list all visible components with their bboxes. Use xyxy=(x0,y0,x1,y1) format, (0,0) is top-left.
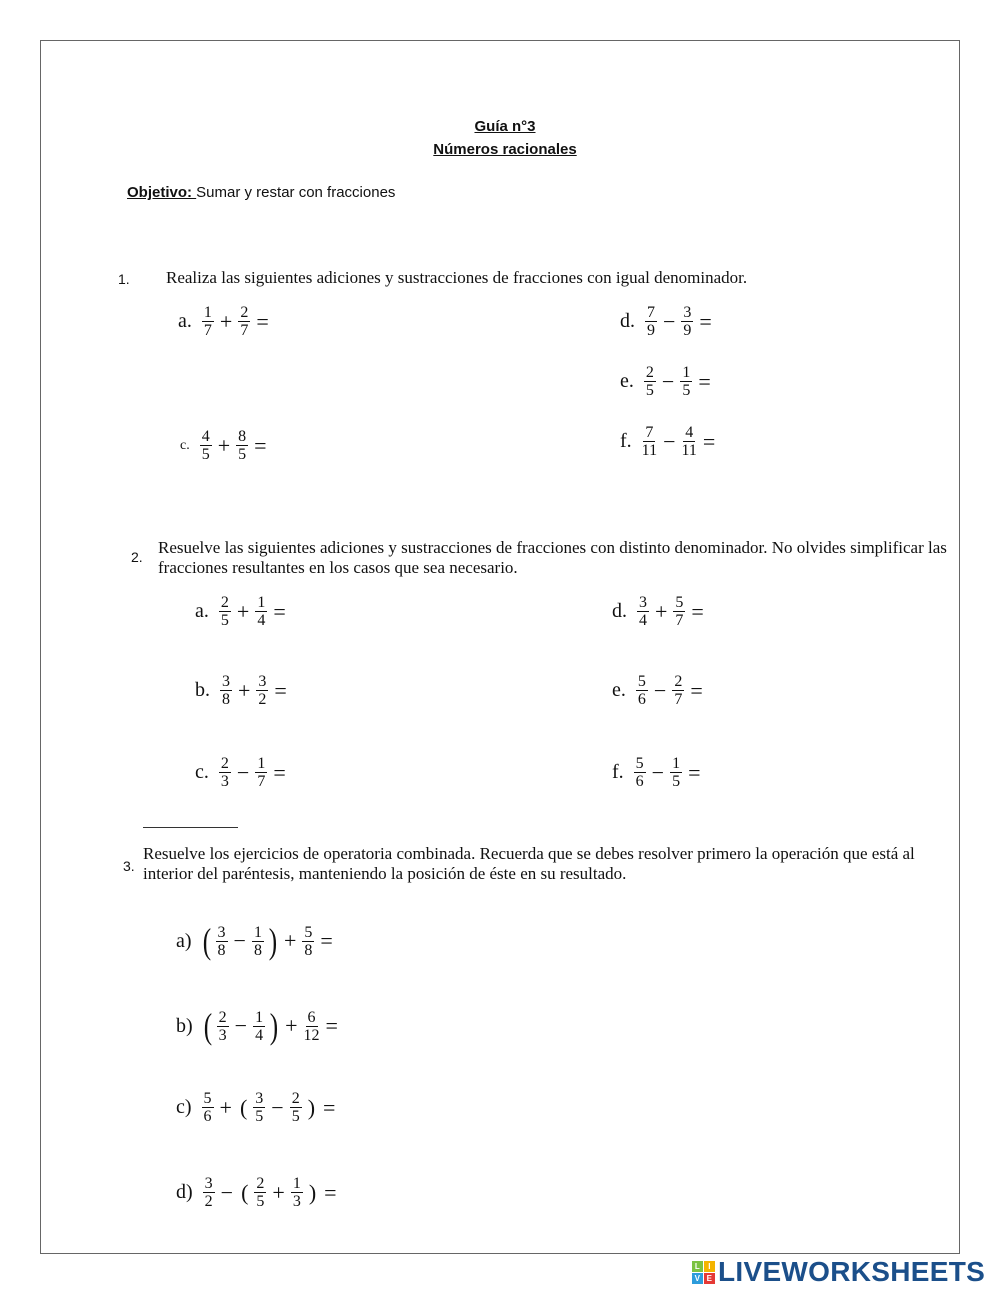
operator: − xyxy=(651,759,665,785)
numerator: 4 xyxy=(685,424,694,441)
operator: = xyxy=(320,928,333,953)
numerator: 2 xyxy=(291,1090,300,1107)
denominator: 5 xyxy=(220,612,229,629)
fraction xyxy=(682,424,697,459)
operator: + xyxy=(217,432,231,458)
numerator: 7 xyxy=(647,304,655,321)
exercise-label: f. xyxy=(612,761,624,783)
denominator: 4 xyxy=(255,1026,264,1044)
denominator: 6 xyxy=(203,1108,212,1125)
exercise-2-d xyxy=(612,594,708,629)
operator: + xyxy=(285,1013,298,1038)
guide-subtitle: Números racionales xyxy=(433,141,577,158)
numerator: 3 xyxy=(258,673,267,690)
operator: = xyxy=(324,1179,337,1205)
fraction xyxy=(216,924,228,959)
fraction xyxy=(642,424,657,459)
exercise-2-c xyxy=(195,755,290,790)
exercise-label: d. xyxy=(620,310,635,332)
denominator: 11 xyxy=(681,442,697,459)
operator: + xyxy=(283,928,297,953)
numerator: 2 xyxy=(240,304,249,321)
divider xyxy=(143,827,238,828)
denominator: 7 xyxy=(674,691,683,708)
operator: = xyxy=(254,432,267,458)
numerator: 2 xyxy=(218,1008,227,1026)
operator: = xyxy=(691,598,704,624)
exercise-label: b. xyxy=(195,679,210,701)
operator: = xyxy=(323,1094,336,1120)
numerator: 2 xyxy=(645,364,654,381)
operator: − xyxy=(663,308,676,334)
fraction xyxy=(255,755,267,790)
objective-text: Sumar y restar con fracciones xyxy=(196,184,396,201)
operator: = xyxy=(256,308,269,334)
denominator: 7 xyxy=(675,612,684,629)
numerator: 2 xyxy=(220,594,229,611)
logo-icon: L I V E xyxy=(692,1261,715,1284)
exercise-label: b) xyxy=(176,1014,193,1037)
fraction xyxy=(255,594,267,629)
parenthesis: ( xyxy=(203,1006,212,1046)
numerator: 7 xyxy=(645,424,654,441)
numerator: 1 xyxy=(203,304,212,321)
fraction xyxy=(203,1175,215,1210)
exercise-label: e. xyxy=(620,370,634,392)
operator: = xyxy=(698,368,711,394)
fraction xyxy=(200,428,212,463)
numerator: 5 xyxy=(637,673,646,690)
fraction xyxy=(253,1090,265,1125)
denominator: 3 xyxy=(220,773,229,790)
exercise-2-e xyxy=(612,673,707,708)
objective-label: Objetivo: xyxy=(127,184,197,201)
operator: − xyxy=(234,1013,248,1038)
numerator: 5 xyxy=(675,594,684,611)
denominator: 2 xyxy=(258,691,267,708)
denominator: 5 xyxy=(255,1108,264,1125)
fraction xyxy=(680,364,692,399)
operator: − xyxy=(663,428,676,454)
denominator: 5 xyxy=(682,382,691,399)
numerator: 3 xyxy=(639,594,647,611)
guide-title: Guía n°3 xyxy=(474,118,536,135)
denominator: 5 xyxy=(238,446,247,463)
fraction xyxy=(202,304,214,339)
operator: = xyxy=(690,677,703,703)
operator: + xyxy=(219,1094,232,1120)
denominator: 3 xyxy=(292,1193,301,1210)
objective xyxy=(127,184,395,201)
fraction xyxy=(219,594,231,629)
numerator: 5 xyxy=(203,1090,212,1107)
numerator: 1 xyxy=(292,1175,301,1192)
fraction xyxy=(236,428,248,463)
exercise-label: c. xyxy=(180,437,190,453)
logo-text: LIVEWORKSHEETS xyxy=(718,1256,986,1287)
operator: ( xyxy=(241,1179,249,1205)
denominator: 8 xyxy=(304,941,313,959)
operator: = xyxy=(274,677,287,703)
exercise-2-f xyxy=(612,755,705,790)
numerator: 3 xyxy=(222,673,230,690)
section-2-number: 2. xyxy=(131,549,143,565)
fraction xyxy=(673,594,685,629)
fraction xyxy=(302,924,314,959)
operator: − xyxy=(233,928,246,953)
exercise-3-d xyxy=(176,1175,341,1210)
exercise-label: e. xyxy=(612,679,626,701)
numerator: 1 xyxy=(255,1008,264,1026)
operator: + xyxy=(272,1179,285,1205)
fraction xyxy=(253,1009,265,1044)
exercise-label: d) xyxy=(176,1181,193,1203)
operator: = xyxy=(702,428,716,454)
operator: ) xyxy=(307,1094,316,1120)
operator: ) xyxy=(308,1179,317,1205)
exercise-2-a xyxy=(195,594,290,629)
fraction xyxy=(644,364,656,399)
denominator: 3 xyxy=(218,1026,227,1044)
operator: + xyxy=(238,677,251,703)
denominator: 9 xyxy=(683,322,692,339)
numerator: 2 xyxy=(256,1175,265,1192)
exercise-3-b xyxy=(176,1005,342,1047)
denominator: 5 xyxy=(645,382,654,399)
operator: − xyxy=(271,1094,284,1120)
denominator: 8 xyxy=(253,941,262,959)
operator: = xyxy=(699,308,712,334)
fraction xyxy=(291,1175,303,1210)
section-1-instruction: Realiza las siguientes adiciones y sustracciones de fracciones con igual denominador. xyxy=(166,268,748,287)
section-3-number: 3. xyxy=(123,858,135,874)
numerator: 1 xyxy=(682,364,691,381)
numerator: 3 xyxy=(683,304,692,321)
exercise-3-c xyxy=(176,1090,339,1125)
exercise-label: a. xyxy=(195,600,209,622)
fraction xyxy=(202,1090,214,1125)
exercise-label: c) xyxy=(176,1096,192,1118)
numerator: 2 xyxy=(674,673,683,690)
denominator: 8 xyxy=(222,691,230,708)
numerator: 1 xyxy=(257,755,266,772)
denominator: 5 xyxy=(291,1108,300,1125)
fraction xyxy=(304,1009,320,1044)
denominator: 2 xyxy=(204,1193,213,1210)
fraction xyxy=(645,304,657,339)
exercise-1-d xyxy=(620,304,716,339)
parenthesis: ) xyxy=(268,921,278,961)
denominator: 6 xyxy=(637,691,646,708)
numerator: 5 xyxy=(304,923,313,941)
denominator: 4 xyxy=(257,612,266,629)
fraction xyxy=(256,673,268,708)
denominator: 9 xyxy=(647,322,655,339)
liveworksheets-logo xyxy=(692,1256,985,1288)
exercise-2-b xyxy=(195,673,291,708)
fraction xyxy=(219,755,231,790)
exercise-label: f. xyxy=(620,430,632,452)
fraction xyxy=(252,924,264,959)
worksheet-page xyxy=(40,40,960,1254)
denominator: 8 xyxy=(217,941,226,959)
exercise-3-a xyxy=(176,920,337,962)
operator: = xyxy=(273,759,286,785)
fraction xyxy=(634,755,646,790)
fraction xyxy=(254,1175,266,1210)
denominator: 7 xyxy=(240,322,249,339)
fraction xyxy=(636,673,648,708)
operator: − xyxy=(236,759,250,785)
numerator: 5 xyxy=(635,755,644,772)
exercise-1-a xyxy=(178,304,273,339)
denominator: 7 xyxy=(257,773,266,790)
exercise-1-e xyxy=(620,364,715,399)
operator: + xyxy=(219,308,233,334)
numerator: 2 xyxy=(220,755,229,772)
denominator: 6 xyxy=(635,773,644,790)
numerator: 6 xyxy=(307,1008,316,1026)
operator: ( xyxy=(239,1094,248,1120)
section-1-number: 1. xyxy=(118,271,130,287)
operator: − xyxy=(653,677,667,703)
section-2-instruction: Resuelve las siguientes adiciones y sustracciones de fracciones con distinto denominador. No olvides simplificar las fracciones resultantes en los casos que sea necesario. xyxy=(158,538,947,577)
numerator: 1 xyxy=(672,755,681,772)
numerator: 8 xyxy=(238,428,247,445)
denominator: 11 xyxy=(641,442,658,459)
numerator: 3 xyxy=(204,1175,213,1192)
exercise-label: d. xyxy=(612,600,627,622)
fraction xyxy=(681,304,693,339)
exercise-label: a) xyxy=(176,929,192,952)
denominator: 12 xyxy=(303,1026,320,1044)
operator: + xyxy=(655,598,668,624)
fraction xyxy=(220,673,232,708)
numerator: 1 xyxy=(257,594,266,611)
denominator: 5 xyxy=(672,773,681,790)
fraction xyxy=(238,304,250,339)
fraction xyxy=(217,1009,229,1044)
operator: + xyxy=(236,598,250,624)
operator: − xyxy=(220,1179,234,1205)
denominator: 5 xyxy=(256,1193,265,1210)
operator: = xyxy=(325,1013,338,1038)
exercise-label: a. xyxy=(178,310,192,332)
numerator: 3 xyxy=(217,923,226,941)
numerator: 3 xyxy=(255,1090,264,1107)
operator: = xyxy=(273,598,286,624)
numerator: 4 xyxy=(201,428,210,445)
operator: = xyxy=(688,759,701,785)
exercise-label: c. xyxy=(195,761,209,783)
exercise-1-c xyxy=(180,428,271,463)
denominator: 5 xyxy=(201,446,210,463)
parenthesis: ( xyxy=(202,921,211,961)
section-3-instruction: Resuelve los ejercicios de operatoria combinada. Recuerda que se debes resolver primero la operación que está al interior del paréntesis, manteniendo la posición de éste en su resultado. xyxy=(143,844,915,883)
fraction xyxy=(672,673,684,708)
fraction xyxy=(670,755,682,790)
fraction xyxy=(290,1090,302,1125)
operator: − xyxy=(661,368,675,394)
denominator: 7 xyxy=(203,322,212,339)
parenthesis: ) xyxy=(269,1006,279,1046)
denominator: 4 xyxy=(639,612,647,629)
fraction xyxy=(637,594,649,629)
numerator: 1 xyxy=(253,923,262,941)
exercise-1-f xyxy=(620,424,719,459)
